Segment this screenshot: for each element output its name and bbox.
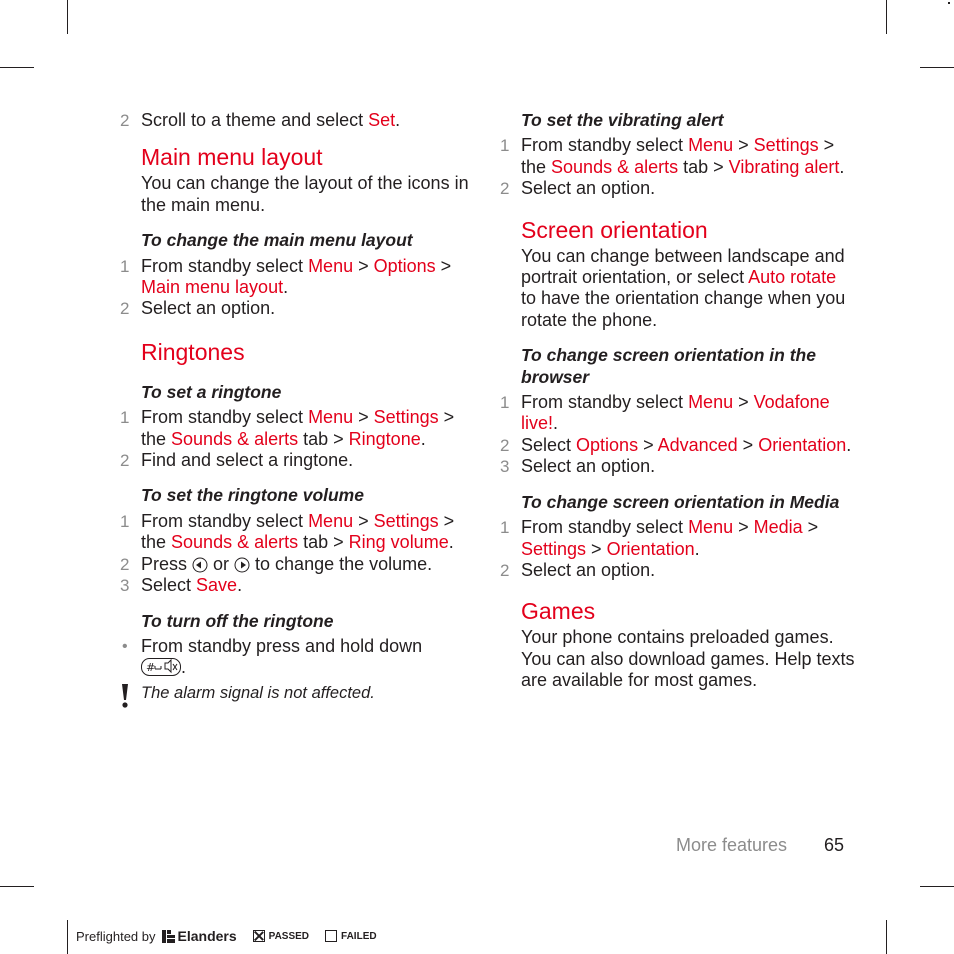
passed-status: PASSED (253, 930, 309, 942)
step-main-menu-1: 1 From standby select Menu > Options > Main menu layout. (120, 255, 452, 298)
page-number: 65 (824, 835, 845, 855)
step-browser-2: 2 Select Options > Advanced > Orientation. (500, 434, 852, 455)
step-ringtone-1: 1 From standby select Menu > Settings > the Sounds & alerts tab > Ringtone. (120, 407, 455, 449)
step-media-1: 1 From standby select Menu > Media > Settings > Orientation. (500, 517, 819, 559)
menu-link: Options (576, 434, 639, 455)
crop-mark (920, 886, 954, 887)
right-column (496, 110, 856, 692)
crop-mark (67, 920, 68, 954)
task-title-ringtone-volume: To set the ringtone volume (141, 485, 364, 506)
crop-mark (886, 920, 887, 954)
failed-status: FAILED (325, 930, 377, 942)
step-main-menu-2: 2 Select an option. (120, 298, 276, 319)
menu-link: Settings (373, 407, 439, 428)
step-number: 2 (120, 451, 130, 471)
menu-link: Options (373, 255, 436, 276)
step-volume-2: 2 Press or to change the volume. (120, 553, 433, 574)
heading-ringtones: Ringtones (141, 338, 245, 365)
left-column (116, 110, 476, 704)
main-menu-intro: You can change the layout of the icons in the main menu. (141, 173, 469, 215)
step-number: 1 (500, 136, 510, 156)
menu-link: Menu (308, 255, 354, 276)
exclamation-icon (118, 683, 132, 709)
heading-games: Games (521, 598, 596, 625)
svg-text:#: # (146, 661, 156, 675)
task-title-browser-orientation: To change screen orientation in the browser (521, 345, 816, 387)
menu-link: Media (753, 517, 803, 538)
step-number: 3 (500, 457, 510, 477)
bullet-marker: • (122, 637, 128, 655)
games-text: Your phone contains preloaded games. You can also download games. Help texts are available for most games. (521, 627, 855, 691)
menu-link: Sounds & alerts (171, 428, 299, 449)
nav-left-key-icon (192, 557, 208, 573)
step-number: 2 (120, 111, 130, 130)
crop-mark (0, 67, 34, 68)
menu-link: Orientation (606, 538, 695, 559)
step-browser-1: 1 From standby select Menu > Vodafone live!. (500, 392, 830, 434)
step-number: 1 (120, 408, 130, 428)
menu-link: Menu (688, 135, 734, 156)
step-number: 2 (120, 299, 130, 319)
crop-mark (886, 0, 887, 34)
passed-checkbox (253, 930, 265, 942)
step-number: 1 (500, 393, 510, 413)
step-number: 1 (120, 511, 130, 531)
step-volume-3: 3 Select Save. (120, 575, 243, 596)
note-alarm (116, 683, 476, 704)
task-title-main-menu: To change the main menu layout (141, 230, 413, 251)
orientation-intro: You can change between landscape and portrait orientation, or select Auto rotate to have the orientation change when you rotate the phone. (521, 245, 846, 330)
step-number: 3 (120, 576, 130, 596)
menu-link: Vodafone live! (521, 392, 830, 434)
heading-main-menu-layout: Main menu layout (141, 144, 323, 171)
step-number: 2 (120, 554, 130, 574)
menu-link: Ring volume (348, 532, 449, 553)
menu-link: Main menu layout (141, 277, 284, 298)
elanders-mark-icon (162, 930, 175, 943)
step-vibrating-2: 2 Select an option. (500, 178, 656, 199)
footer-section-title: More features (676, 835, 788, 855)
registration-dot (948, 2, 950, 4)
menu-link: Sounds & alerts (171, 532, 299, 553)
task-title-set-ringtone: To set a ringtone (141, 381, 282, 402)
menu-link-save: Save (196, 575, 238, 596)
step-ringtone-2: 2 Find and select a ringtone. (120, 450, 354, 471)
hash-silent-key-icon (141, 658, 181, 676)
menu-link: Sounds & alerts (551, 156, 679, 177)
menu-link: Settings (521, 538, 587, 559)
task-title-vibrating-alert: To set the vibrating alert (521, 110, 724, 130)
failed-checkbox (325, 930, 337, 942)
step-browser-3: 3 Select an option. (500, 456, 656, 477)
menu-link: Orientation (758, 434, 847, 455)
menu-link: Menu (308, 510, 354, 531)
bullet-turn-off: • From standby press and hold down # . (122, 635, 423, 678)
heading-screen-orientation: Screen orientation (521, 216, 708, 243)
note-text: The alarm signal is not affected. (141, 683, 375, 702)
menu-link-set: Set (368, 110, 396, 130)
preflight-stamp (76, 928, 377, 944)
menu-link: Vibrating alert (728, 156, 840, 177)
menu-link: Settings (753, 135, 819, 156)
step-vibrating-1: 1 From standby select Menu > Settings > the Sounds & alerts tab > Vibrating alert. (500, 135, 845, 177)
crop-mark (0, 886, 34, 887)
step-number: 2 (500, 560, 510, 580)
elanders-logo (162, 928, 237, 944)
menu-link: Menu (688, 517, 734, 538)
menu-link: Advanced (657, 434, 738, 455)
crop-mark (67, 0, 68, 34)
preflight-label: Preflighted by (76, 928, 156, 944)
step-number: 2 (500, 179, 510, 199)
menu-link: Ringtone (348, 428, 421, 449)
crop-mark (920, 67, 954, 68)
step-number: 1 (500, 518, 510, 538)
menu-link: Settings (373, 510, 439, 531)
task-title-media-orientation: To change screen orientation in Media (521, 491, 840, 512)
elanders-brand-text: Elanders (177, 928, 237, 944)
menu-link: Menu (308, 407, 354, 428)
step-volume-1: 1 From standby select Menu > Settings > the Sounds & alerts tab > Ring volume. (120, 510, 455, 553)
menu-link-auto-rotate: Auto rotate (748, 267, 837, 288)
step-number: 1 (120, 256, 130, 276)
nav-right-key-icon (234, 557, 250, 573)
step-number: 2 (500, 435, 510, 455)
step-media-2: 2 Select an option. (500, 559, 656, 580)
task-title-turn-off-ringtone: To turn off the ringtone (141, 610, 334, 631)
menu-link: Menu (688, 392, 734, 413)
step-select-set: 2 Scroll to a theme and select Set. (120, 110, 401, 130)
